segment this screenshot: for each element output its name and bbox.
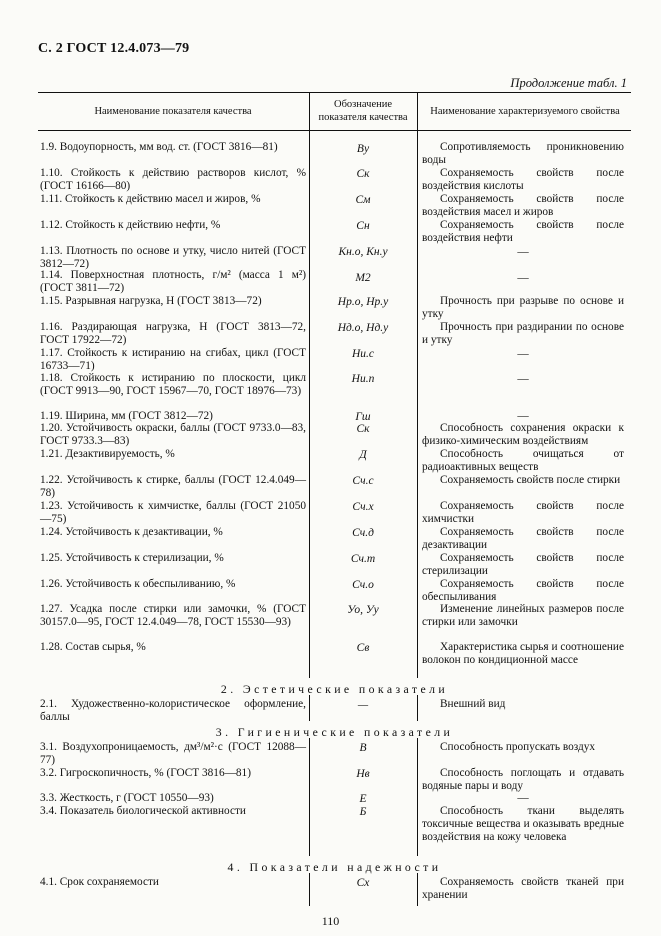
- page-number: 110: [321, 914, 340, 928]
- row-3-2-property: Способность поглощать и отдавать водяные пары и воду: [422, 767, 624, 792]
- row-1-22-name: 1.22. Устойчивость к стирке, баллы (ГОСТ 12.4.049—78): [40, 474, 306, 499]
- row-1-10-property: Сохраняемость свойств после воздействия кислоты: [422, 167, 624, 192]
- row-3-4-name: 3.4. Показатель биологической активности: [40, 805, 246, 817]
- row-1-14-symbol: M2: [355, 272, 371, 284]
- row-1-17-symbol: Hи.с: [351, 348, 375, 360]
- row-1-12-name: 1.12. Стойкость к действию нефти, %: [40, 219, 221, 231]
- row-1-19-symbol: Гш: [355, 411, 371, 423]
- section-hygienic-heading: 3. Гигиенические показатели: [215, 725, 454, 739]
- section-aesthetic-heading: 2. Эстетические показатели: [220, 682, 449, 696]
- column-divider-2: [417, 92, 418, 678]
- row-3-2-name: 3.2. Гигроскопичность, % (ГОСТ 3816—81): [40, 767, 251, 779]
- row-4-1-name: 4.1. Срок сохраняемости: [40, 876, 159, 888]
- row-1-20-name: 1.20. Устойчивость окраски, баллы (ГОСТ 9733.0—83, ГОСТ 9733.3—83): [40, 422, 306, 447]
- table-top-rule: [38, 92, 631, 93]
- row-1-9-symbol: Bу: [356, 143, 370, 155]
- row-1-21-property: Способность очищаться от радиоактивных веществ: [422, 448, 624, 473]
- row-1-26-name: 1.26. Устойчивость к обеспыливанию, %: [40, 578, 236, 590]
- row-1-21-symbol: Д: [359, 449, 367, 461]
- row-3-4-symbol: Б: [359, 806, 367, 818]
- column-header-name: Наименование показателя качества: [94, 106, 252, 117]
- row-1-22-symbol: Cч.с: [352, 475, 374, 487]
- row-1-13-property: —: [517, 246, 529, 258]
- row-3-3-name: 3.3. Жесткость, г (ГОСТ 10550—93): [40, 792, 214, 804]
- row-4-1-property: Сохраняемость свойств тканей при хранении: [422, 876, 624, 901]
- row-1-10-symbol: Cк: [356, 168, 370, 180]
- row-1-18-name: 1.18. Стойкость к истиранию по плоскости, цикл (ГОСТ 9913—90, ГОСТ 15967—70, ГОСТ 18976—73): [40, 372, 306, 397]
- row-1-11-property: Сохраняемость свойств после воздействия масел и жиров: [422, 193, 624, 218]
- row-1-21-name: 1.21. Дезактивируемость, %: [40, 448, 175, 460]
- row-1-20-property: Способность сохранения окраски к физико-химическим воздействиям: [422, 422, 624, 447]
- row-1-19-property: —: [517, 410, 529, 422]
- row-3-1-name: 3.1. Воздухопроницаемость, дм³/м²·с (ГОСТ 12088—77): [40, 741, 306, 766]
- section-reliability-heading: 4. Показатели надежности: [227, 860, 442, 874]
- column-divider-2c: [417, 738, 418, 856]
- row-1-24-property: Сохраняемость свойств после дезактивации: [422, 526, 624, 551]
- row-1-15-symbol: Hр.о, Hр.у: [337, 296, 389, 308]
- row-3-4-property: Способность ткани выделять токсичные вещества и оказывать вредные воздействия на кожу человека: [422, 805, 624, 843]
- row-1-18-symbol: Hи.п: [351, 373, 375, 385]
- row-1-13-name: 1.13. Плотность по основе и утку, число нитей (ГОСТ 3812—72): [40, 245, 306, 270]
- row-1-13-symbol: Kн.о, Kн.у: [338, 246, 388, 258]
- row-1-11-symbol: Cм: [355, 194, 371, 206]
- row-1-14-property: —: [517, 272, 529, 284]
- row-1-27-property: Изменение линейных размеров после стирки или замочки: [422, 603, 624, 628]
- page-header: С. 2 ГОСТ 12.4.073—79: [38, 41, 190, 56]
- row-2-1-name: 2.1. Художественно-колористическое оформление, баллы: [40, 698, 306, 723]
- row-3-1-property: Способность пропускать воздух: [440, 741, 596, 753]
- row-1-27-symbol: Уо, Уу: [347, 604, 379, 616]
- row-3-1-symbol: B: [359, 742, 367, 754]
- row-1-26-property: Сохраняемость свойств после обеспыливания: [422, 578, 624, 603]
- row-1-24-name: 1.24. Устойчивость к дезактивации, %: [40, 526, 223, 538]
- column-divider-2d: [417, 873, 418, 906]
- row-2-1-symbol: —: [357, 699, 369, 711]
- row-3-2-symbol: Hв: [356, 768, 370, 780]
- row-1-12-symbol: Cн: [356, 220, 370, 232]
- row-1-15-property: Прочность при разрыве по основе и утку: [422, 295, 624, 320]
- row-1-28-name: 1.28. Состав сырья, %: [40, 641, 146, 653]
- row-4-1-symbol: Cх: [356, 877, 370, 889]
- row-1-10-name: 1.10. Стойкость к действию растворов кислот, % (ГОСТ 16166—80): [40, 167, 306, 192]
- row-1-28-property: Характеристика сырья и соотношение волокон по кондиционной массе: [422, 641, 624, 666]
- row-1-28-symbol: Cв: [356, 642, 370, 654]
- row-1-22-property: Сохраняемость свойств после стирки: [440, 474, 621, 486]
- column-divider-2b: [417, 695, 418, 721]
- row-1-26-symbol: Cч.о: [352, 579, 374, 591]
- column-header-symbol: Обозначение показателя качества: [318, 99, 408, 124]
- row-1-17-name: 1.17. Стойкость к истиранию на сгибах, цикл (ГОСТ 16733—71): [40, 347, 306, 372]
- row-1-17-property: —: [517, 348, 529, 360]
- table-header-rule: [38, 130, 631, 131]
- row-2-1-property: Внешний вид: [440, 698, 506, 710]
- table-continuation-label: Продолжение табл. 1: [510, 76, 627, 90]
- row-1-25-symbol: Cч.т: [350, 553, 376, 565]
- row-1-27-name: 1.27. Усадка после стирки или замочки, % (ГОСТ 30157.0—95, ГОСТ 12.4.049—78, ГОСТ 15530—93): [40, 603, 306, 628]
- row-1-15-name: 1.15. Разрывная нагрузка, Н (ГОСТ 3813—72): [40, 295, 262, 307]
- row-1-11-name: 1.11. Стойкость к действию масел и жиров, %: [40, 193, 261, 205]
- row-1-16-name: 1.16. Раздирающая нагрузка, Н (ГОСТ 3813—72, ГОСТ 17922—72): [40, 321, 306, 346]
- row-1-23-symbol: Cч.х: [352, 501, 374, 513]
- row-1-16-property: Прочность при раздирании по основе и утку: [422, 321, 624, 346]
- row-1-18-property: —: [517, 373, 529, 385]
- row-1-25-name: 1.25. Устойчивость к стерилизации, %: [40, 552, 224, 564]
- row-1-14-name: 1.14. Поверхностная плотность, г/м² (масса 1 м²) (ГОСТ 3811—72): [40, 269, 306, 294]
- row-3-3-symbol: E: [359, 793, 367, 805]
- row-1-24-symbol: Cч.д: [352, 527, 374, 539]
- row-1-12-property: Сохраняемость свойств после воздействия нефти: [422, 219, 624, 244]
- row-1-23-name: 1.23. Устойчивость к химчистке, баллы (ГОСТ 21050—75): [40, 500, 306, 525]
- row-1-19-name: 1.19. Ширина, мм (ГОСТ 3812—72): [40, 410, 213, 422]
- row-1-25-property: Сохраняемость свойств после стерилизации: [422, 552, 624, 577]
- column-header-property: Наименование характеризуемого свойства: [430, 106, 620, 117]
- row-1-16-symbol: Hд.о, Hд.у: [337, 322, 389, 334]
- row-1-20-symbol: Cк: [356, 423, 370, 435]
- row-3-3-property: —: [517, 792, 529, 804]
- row-1-9-name: 1.9. Водоупорность, мм вод. ст. (ГОСТ 3816—81): [40, 141, 278, 153]
- row-1-23-property: Сохраняемость свойств после химчистки: [422, 500, 624, 525]
- row-1-9-property: Сопротивляемость проникновению воды: [422, 141, 624, 166]
